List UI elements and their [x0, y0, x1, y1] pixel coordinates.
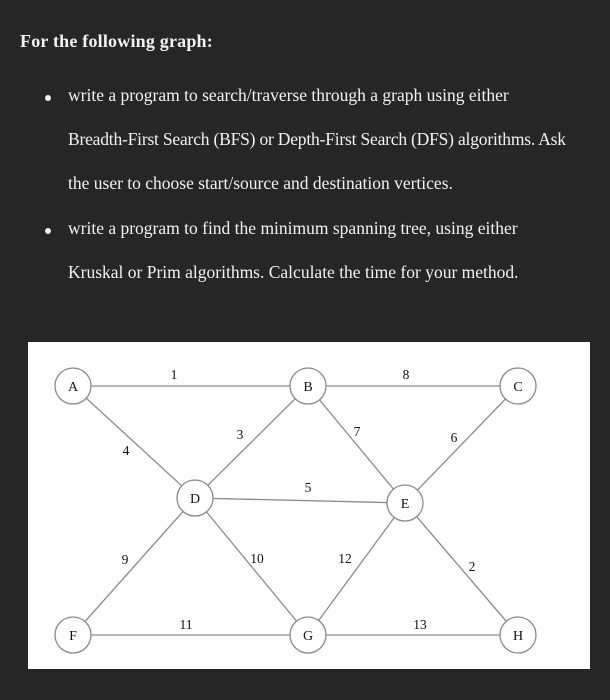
bullet-1-line-3: the user to choose start/source and destination vertices. — [68, 173, 453, 193]
node-label-g: G — [302, 629, 314, 644]
node-label-f: F — [69, 629, 77, 644]
bullet-1-line-2: Breadth-First Search (BFS) or Depth-First Search (DFS) algorithms. Ask — [68, 129, 566, 149]
page-heading: For the following graph: — [20, 31, 213, 51]
edge-a-d — [86, 398, 181, 486]
edge-weight-a-d: 4 — [122, 443, 130, 458]
graph-svg — [28, 342, 590, 669]
node-f — [55, 617, 91, 653]
node-label-e: E — [400, 497, 410, 512]
edge-weight-b-e: 7 — [353, 424, 361, 439]
graph-nodes — [55, 368, 536, 653]
bullet-1-line-1: write a program to search/traverse through a graph using either — [68, 85, 509, 105]
edge-weight-a-b: 1 — [170, 367, 178, 382]
edge-b-d — [208, 399, 295, 486]
edge-weight-d-e: 5 — [304, 480, 312, 495]
bullet-2-line-2: Kruskal or Prim algorithms. Calculate the time for your method. — [68, 262, 519, 282]
node-a — [55, 368, 91, 404]
edge-d-g — [206, 512, 296, 621]
bullet-dot-1 — [45, 95, 51, 101]
edge-weight-d-f: 9 — [121, 552, 129, 567]
edge-weight-e-g: 12 — [338, 551, 352, 566]
node-b — [290, 368, 326, 404]
node-g — [290, 617, 326, 653]
edge-d-e — [213, 498, 387, 502]
node-label-b: B — [303, 380, 313, 395]
edge-b-e — [319, 400, 393, 489]
node-c — [500, 368, 536, 404]
node-label-a: A — [67, 380, 79, 395]
graph-edges — [85, 386, 506, 635]
bullet-dot-2 — [45, 228, 51, 234]
node-label-h: H — [512, 629, 524, 644]
edge-e-h — [417, 517, 507, 622]
edge-weight-f-g: 11 — [179, 617, 193, 632]
edge-weight-g-h: 13 — [413, 617, 427, 632]
bullet-2-line-1: write a program to find the minimum spanning tree, using either — [68, 218, 518, 238]
node-d — [177, 480, 213, 516]
edge-c-e — [418, 399, 506, 490]
edge-weight-c-e: 6 — [450, 430, 458, 445]
node-label-c: C — [513, 380, 523, 395]
node-h — [500, 617, 536, 653]
edge-weight-b-d: 3 — [236, 427, 244, 442]
edge-weight-d-g: 10 — [250, 551, 264, 566]
node-e — [387, 485, 423, 521]
edge-weight-b-c: 8 — [402, 367, 410, 382]
graph-figure — [28, 342, 590, 669]
edge-d-f — [85, 511, 183, 621]
edge-weight-e-h: 2 — [468, 559, 476, 574]
edge-e-g — [319, 518, 395, 621]
node-label-d: D — [189, 492, 201, 507]
